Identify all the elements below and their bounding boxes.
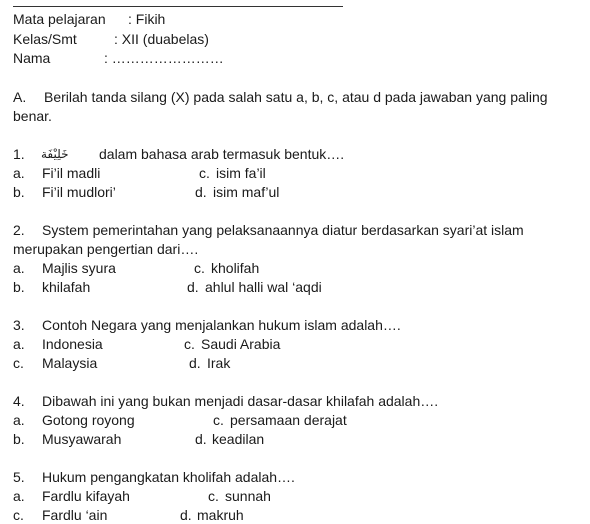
option-text: Fi’il madli <box>42 165 101 181</box>
option-marker: b. <box>13 279 25 295</box>
question-number: 3. <box>13 317 25 333</box>
question-text: dalam bahasa arab termasuk bentuk…. <box>99 146 345 162</box>
question-text: Hukum pengangkatan kholifah adalah…. <box>42 469 295 485</box>
instruction-line-2: benar. <box>13 108 52 124</box>
subject-label: Mata pelajaran <box>13 11 106 27</box>
question-text: Contoh Negara yang menjalankan hukum islam adalah…. <box>42 317 401 333</box>
top-rule <box>13 6 343 7</box>
option-marker: b. <box>13 431 25 447</box>
option-text: Saudi Arabia <box>201 336 281 352</box>
option-marker: a. <box>13 336 25 352</box>
option-text: Fardlu ‘ain <box>42 507 108 523</box>
option-text: Fardlu kifayah <box>42 488 130 504</box>
question-number: 1. <box>13 146 25 162</box>
option-text: Irak <box>207 355 231 371</box>
option-marker: a. <box>13 488 25 504</box>
option-marker: b. <box>13 184 25 200</box>
option-marker: a. <box>13 412 25 428</box>
instruction-marker: A. <box>13 89 27 105</box>
option-text: khilafah <box>42 279 91 295</box>
instruction-line-1: Berilah tanda silang (X) pada salah satu a, b, c, atau d pada jawaban yang paling <box>44 89 548 105</box>
option-text: isim fa’il <box>216 165 266 181</box>
option-marker: c. <box>208 488 219 504</box>
question-text: System pemerintahan yang pelaksanaannya diatur berdasarkan syari’at islam <box>42 222 524 238</box>
option-text: sunnah <box>225 488 271 504</box>
option-text: Indonesia <box>42 336 103 352</box>
question-number: 4. <box>13 393 25 409</box>
option-text: Musyawarah <box>42 431 122 447</box>
option-text: Malaysia <box>42 355 98 371</box>
option-marker: c. <box>13 507 24 523</box>
option-marker: d. <box>195 431 207 447</box>
subject-value: : Fikih <box>128 11 166 27</box>
class-value: : XII (duabelas) <box>114 31 209 47</box>
option-marker: c. <box>213 412 224 428</box>
option-text: Majlis syura <box>42 260 116 276</box>
option-text: keadilan <box>212 431 265 447</box>
class-label: Kelas/Smt <box>13 31 77 47</box>
name-label: Nama <box>13 50 51 66</box>
question-arabic-term: خَلِيْفَة <box>41 147 69 161</box>
option-marker: d. <box>180 507 192 523</box>
option-marker: a. <box>13 260 25 276</box>
option-marker: d. <box>195 184 207 200</box>
option-marker: c. <box>199 165 210 181</box>
option-text: isim maf’ul <box>213 184 280 200</box>
option-text: makruh <box>197 507 244 523</box>
option-text: Gotong royong <box>42 412 135 428</box>
option-marker: c. <box>194 260 205 276</box>
question-text-continued: merupakan pengertian dari…. <box>13 241 199 257</box>
question-text: Dibawah ini yang bukan menjadi dasar-dasar khilafah adalah…. <box>42 393 439 409</box>
option-marker: c. <box>13 355 24 371</box>
name-value: : …………………… <box>104 50 224 66</box>
question-number: 2. <box>13 222 25 238</box>
option-marker: d. <box>189 355 201 371</box>
option-marker: c. <box>184 336 195 352</box>
option-text: Fi’il mudlori’ <box>42 184 116 200</box>
question-number: 5. <box>13 469 25 485</box>
option-marker: d. <box>187 279 199 295</box>
option-marker: a. <box>13 165 25 181</box>
option-text: kholifah <box>211 260 260 276</box>
option-text: persamaan derajat <box>230 412 347 428</box>
option-text: ahlul halli wal ‘aqdi <box>205 279 322 295</box>
